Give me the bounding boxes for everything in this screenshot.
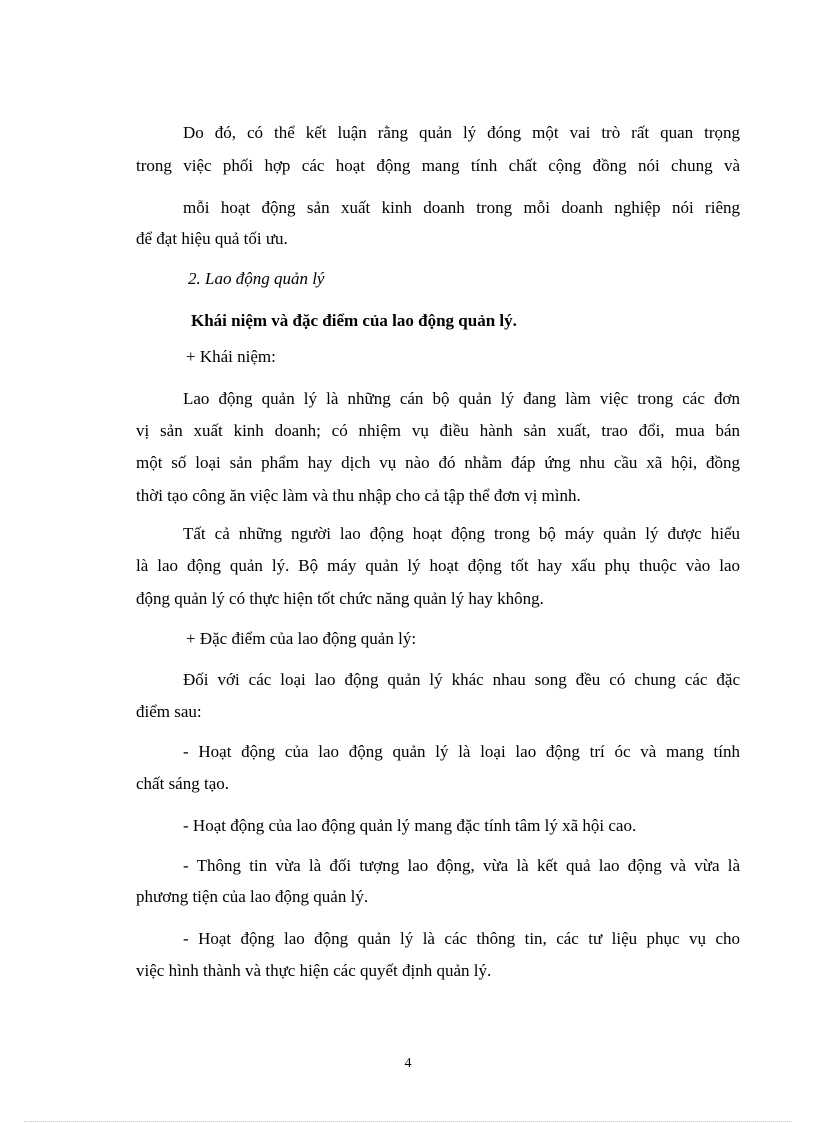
page-number: 4 (404, 1056, 412, 1071)
text-line: - Hoạt động của lao động quản lý mang đặc tính tâm lý xã hội cao. (183, 816, 637, 835)
text-line: + Đặc điểm của lao động quản lý: (186, 629, 417, 648)
text-line: động quản lý có thực hiện tốt chức năng quản lý hay không. (136, 589, 544, 608)
text-line: chất sáng tạo. (136, 774, 229, 793)
text-line: + Khái niệm: (186, 347, 276, 366)
text-line: việc hình thành và thực hiện các quyết định quản lý. (136, 961, 492, 980)
text-line: để đạt hiệu quả tối ưu. (136, 229, 288, 248)
text-line: - Thông tin vừa là đối tượng lao động, vừa là kết quả lao động và vừa là (183, 856, 740, 875)
text-line: điểm sau: (136, 702, 202, 721)
section-heading: 2. Lao động quản lý (188, 269, 325, 288)
text-line: Do đó, có thể kết luận rằng quản lý đóng một vai trò rất quan trọng (183, 123, 740, 142)
text-line: mỗi hoạt động sản xuất kinh doanh trong mỗi doanh nghiệp nói riêng (183, 198, 740, 217)
text-line: thời tạo công ăn việc làm và thu nhập cho cả tập thể đơn vị mình. (136, 486, 581, 505)
text-line: - Hoạt động lao động quản lý là các thông tin, các tư liệu phục vụ cho (183, 929, 740, 948)
text-line: Tất cả những người lao động hoạt động trong bộ máy quản lý được hiểu (183, 524, 740, 543)
subsection-heading: Khái niệm và đặc điểm của lao động quản lý. (191, 311, 517, 330)
text-line: vị sản xuất kinh doanh; có nhiệm vụ điều hành sản xuất, trao đổi, mua bán (136, 421, 740, 440)
text-line: một số loại sản phẩm hay dịch vụ nào đó nhằm đáp ứng nhu cầu xã hội, đồng (136, 453, 740, 472)
text-line: Đối với các loại lao động quản lý khác nhau song đều có chung các đặc (183, 670, 740, 689)
page-bottom-divider (24, 1121, 792, 1122)
text-line: phương tiện của lao động quản lý. (136, 887, 369, 906)
text-line: trong việc phối hợp các hoạt động mang tính chất cộng đồng nói chung và (136, 156, 740, 175)
text-line: - Hoạt động của lao động quản lý là loại lao động trí óc và mang tính (183, 742, 740, 761)
text-line: Lao động quản lý là những cán bộ quản lý đang làm việc trong các đơn (183, 389, 740, 408)
text-line: là lao động quản lý. Bộ máy quản lý hoạt động tốt hay xấu phụ thuộc vào lao (136, 556, 740, 575)
